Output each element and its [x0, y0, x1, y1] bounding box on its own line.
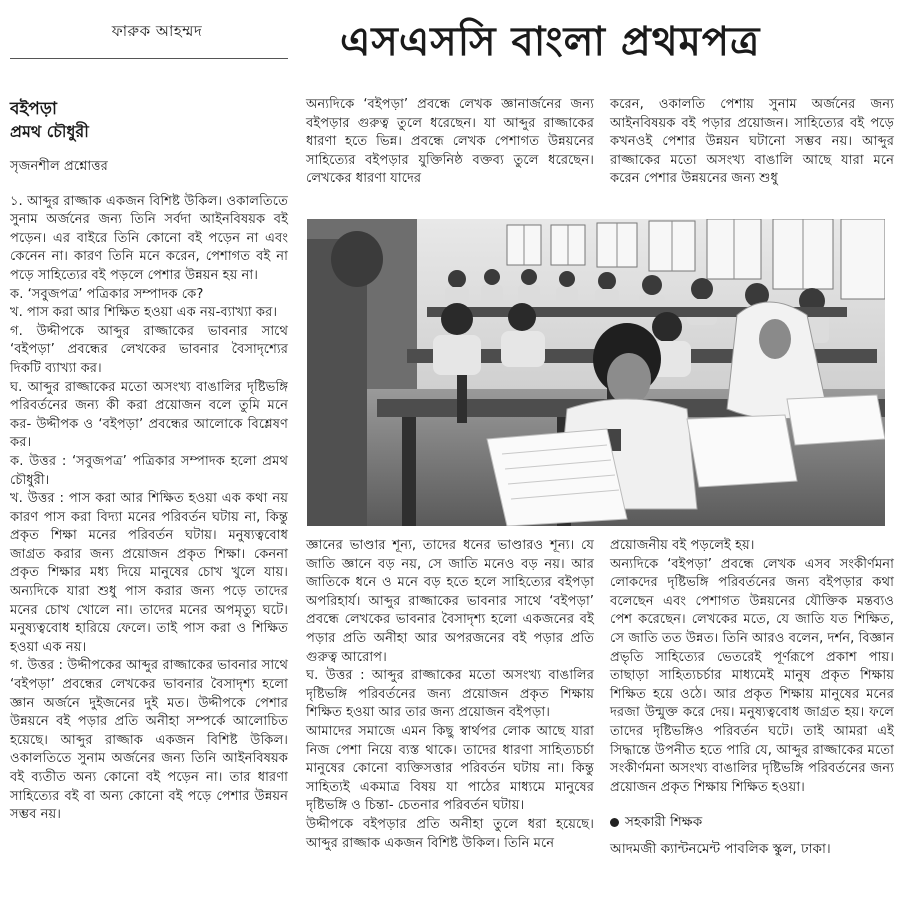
- author-name: ফারুক আহম্মদ: [111, 22, 203, 40]
- author-designation: [610, 813, 894, 832]
- paragraph: অন্যদিকে ‘বইপড়া’ প্রবন্ধে লেখক এসব সংকীর্ণমনা লোকদের দৃষ্টিভঙ্গি পরিবর্তনের জন্য বইপড়ার কথা বলেছেন এবং পেশাগত উন্নয়নের যৌক্তিক মন্তব্যও পেশ করেছেন। লেখকের মতে, যে জাতি যত শিক্ষিত, সে জাতি তত উন্নত। তিনি আরও বলেন, দর্শন, বিজ্ঞান প্রভৃতি সাহিত্যের ভেতরেই পূর্ণরূপে প্রকাশ পায়। তাছাড়া সাহিত্যচর্চার মাধ্যমেই মানুষ প্রকৃত শিক্ষায় শিক্ষিত হয়ে ওঠে। আর প্রকৃত শিক্ষায় মানুষের মনের দরজা উন্মুক্ত করে দেয়। মনুষ্যত্ববোধ জাগ্রত হয়। ফলে তাদের দৃষ্টিভঙ্গিও পরিবর্তন ঘটে। তাই আমরা এই সিদ্ধান্তে উপনীত হতে পারি যে, আব্দুর রাজ্জাকের মতো সংকীর্ণমনা অসংখ্য বাঙালির দৃষ্টিভঙ্গি পরিবর্তনের জন্য প্রয়োজন প্রকৃত শিক্ষায় শিক্ষিত হওয়া।: [610, 556, 894, 795]
- answer-gha: ঘ. উত্তর : আব্দুর রাজ্জাকের মতো অসংখ্য বাঙালির দৃষ্টিভঙ্গি পরিবর্তনের জন্য প্রয়োজন প্রকৃত শিক্ষায় শিক্ষিত হওয়া আর তার জন্য প্রয়োজন বইপড়া।: [306, 668, 594, 721]
- question-kha: খ. পাস করা আর শিক্ষিত হওয়া এক নয়-ব্যাখ্যা কর।: [10, 305, 278, 321]
- paragraph: অন্যদিকে ‘বইপড়া’ প্রবন্ধে লেখক জ্ঞানার্জনের জন্য বইপড়ার গুরুত্ব তুলে ধরেছেন। যা আব্দুর রাজ্জাকের ধারণা হতে ভিন্ন। প্রবন্ধে লেখক পেশাগত উন্নয়নের সাহিত্যের বইপড়ার যুক্তিনিষ্ঠ বক্তব্য তুলে ধরেছেন। লেখকের ধারণা যাদের: [306, 97, 594, 187]
- essay-author: প্রমথ চৌধুরী: [10, 122, 89, 141]
- paragraph: করেন, ওকালতি পেশায় সুনাম অর্জনের জন্য আইনবিষয়ক বই পড়ার প্রয়োজন। সাহিত্যের বই পড়ে কখনওই পেশার উন্নয়ন ঘটানো সম্ভব নয়। আব্দুর রাজ্জাকের মতো অসংখ্য বাঙালি আছে যারা মনে করেন পেশার উন্নয়নের জন্য শুধু: [610, 97, 894, 187]
- column-2-top: [306, 96, 594, 189]
- author-school: আদমজী ক্যান্টনমেন্ট পাবলিক স্কুল, ঢাকা।: [610, 840, 831, 857]
- author-divider: [10, 58, 288, 59]
- answer-ga: গ. উত্তর : উদ্দীপকের আব্দুর রাজ্জাকের ভাবনার সাথে ‘বইপড়া’ প্রবন্ধের লেখকের ভাবনার বৈসাদৃশ্য হলো জ্ঞান অর্জনে দুইজনের দুই মত। উদ্দীপকে পেশার উন্নয়নে বই পড়ার প্রতি অনীহা সম্পর্কে আলোচিত হয়েছে। আব্দুর রাজ্জাক একজন বিশিষ্ট উকিল। ওকালতিতে সুনাম অর্জনের জন্য তিনি আইনবিষয়ক বই ব্যতীত অন্য কোনো বই পড়েন না। তার ধারণা সাহিত্যের বই বা অন্য কোনো বই পড়ে পেশার উন্নয়ন সম্ভব নয়।: [10, 658, 288, 823]
- essay-title: বইপড়া: [10, 99, 57, 119]
- section-label: সৃজনশীল প্রশ্নোত্তর: [10, 159, 108, 174]
- paragraph: আমাদের সমাজে এমন কিছু স্বার্থপর লোক আছে যারা নিজ পেশা নিয়ে ব্যস্ত থাকে। তাদের ধারণা সাহিত্যচর্চা মানুষের কোনো ব্যক্তিসত্তার পরিবর্তন ঘটায় না। কিন্তু সাহিত্যই একমাত্র বিষয় যা পাঠের মাধ্যমে মানুষের দৃষ্টিভঙ্গি ও চিন্তা- চেতনার পরিবর্তন ঘটায়।: [306, 723, 594, 814]
- column-3-top: [610, 96, 894, 189]
- bullet-icon: [610, 818, 619, 827]
- headline: এসএসসি বাংলা প্রথমপত্র: [340, 19, 761, 65]
- exam-hall-photo: [307, 219, 885, 526]
- paragraph: উদ্দীপকে বইপড়ার প্রতি অনীহা তুলে ধরা হয়েছে। আব্দুর রাজ্জাক একজন বিশিষ্ট উকিল। তিনি মনে: [306, 816, 594, 851]
- question-gha: ঘ. আব্দুর রাজ্জাকের মতো অসংখ্য বাঙালির দৃষ্টিভঙ্গি পরিবর্তনের জন্য কী করা প্রয়োজন বলে তুমি মনে কর- উদ্দীপক ও ‘বইপড়া’ প্রবন্ধের আলোকে বিশ্লেষণ কর।: [10, 379, 288, 451]
- column-4: [306, 537, 594, 853]
- column-1: [10, 98, 288, 825]
- column-5: [610, 537, 894, 859]
- answer-ka: ক. উত্তর : ‘সবুজপত্র’ পত্রিকার সম্পাদক হলো প্রমথ চৌধুরী।: [10, 453, 288, 488]
- answer-kha: খ. উত্তর : পাস করা আর শিক্ষিত হওয়া এক কথা নয় কারণ পাস করা বিদ্যা মনের পরিবর্তন ঘটায় না, কিন্তু প্রকৃত শিক্ষা মনের পরিবর্তন ঘটায়। মনুষ্যত্ববোধ জাগ্রত করার জন্য প্রয়োজন প্রকৃত শিক্ষা। কেননা প্রকৃত শিক্ষার মধ্য দিয়ে মানুষের চোখ খুলে যায়। অন্যদিকে যারা শুধু পাস করার জন্য পড়ে তাদের মনের চোখ খোলে না। তাদের মনের অপমৃত্যু ঘটে। মনুষ্যত্ববোধ হারিয়ে ফেলে। তাই পাস করা ও শিক্ষিত হওয়া এক নয়।: [10, 491, 288, 655]
- question-ga: গ. উদ্দীপকে আব্দুর রাজ্জাকের ভাবনার সাথে ‘বইপড়া’ প্রবন্ধের লেখকের ভাবনার বৈসাদৃশ্যের দিকটি ব্যাখ্যা কর।: [10, 323, 288, 376]
- paragraph: প্রয়োজনীয় বই পড়লেই হয়।: [610, 538, 755, 553]
- paragraph: জ্ঞানের ভাণ্ডার শূন্য, তাদের ধনের ভাণ্ডারও শূন্য। যে জাতি জ্ঞানে বড় নয়, সে জাতি মনেও বড় নয়। আর জাতিকে ধনে ও মনে বড় হতে হলে সাহিত্যের বইপড়া অপরিহার্য। আব্দুর রাজ্জাকের ভাবনার সাথে ‘বইপড়া’ প্রবন্ধে লেখকের ভাবনার বৈসাদৃশ্য হলো একজনের বই পড়ার প্রতি অনীহা আর অপরজনের বই পড়ার প্রতি গুরুত্ব আরোপ।: [306, 538, 594, 665]
- stimulus-paragraph: ১. আব্দুর রাজ্জাক একজন বিশিষ্ট উকিল। ওকালতিতে সুনাম অর্জনের জন্য তিনি সর্বদা আইনবিষয়ক বই পড়েন। এর বাইরে তিনি কোনো বই পড়েন না এবং কেনেন না। কারণ তিনি মনে করেন, পেশাগত বই না পড়ে সাহিত্যের বই পড়লে পেশার উন্নয়ন হয় না।: [10, 193, 288, 283]
- question-ka: ক. ‘সবুজপত্র’ পত্রিকার সম্পাদক কে?: [10, 286, 204, 302]
- designation-text: সহকারী শিক্ষক: [625, 814, 703, 831]
